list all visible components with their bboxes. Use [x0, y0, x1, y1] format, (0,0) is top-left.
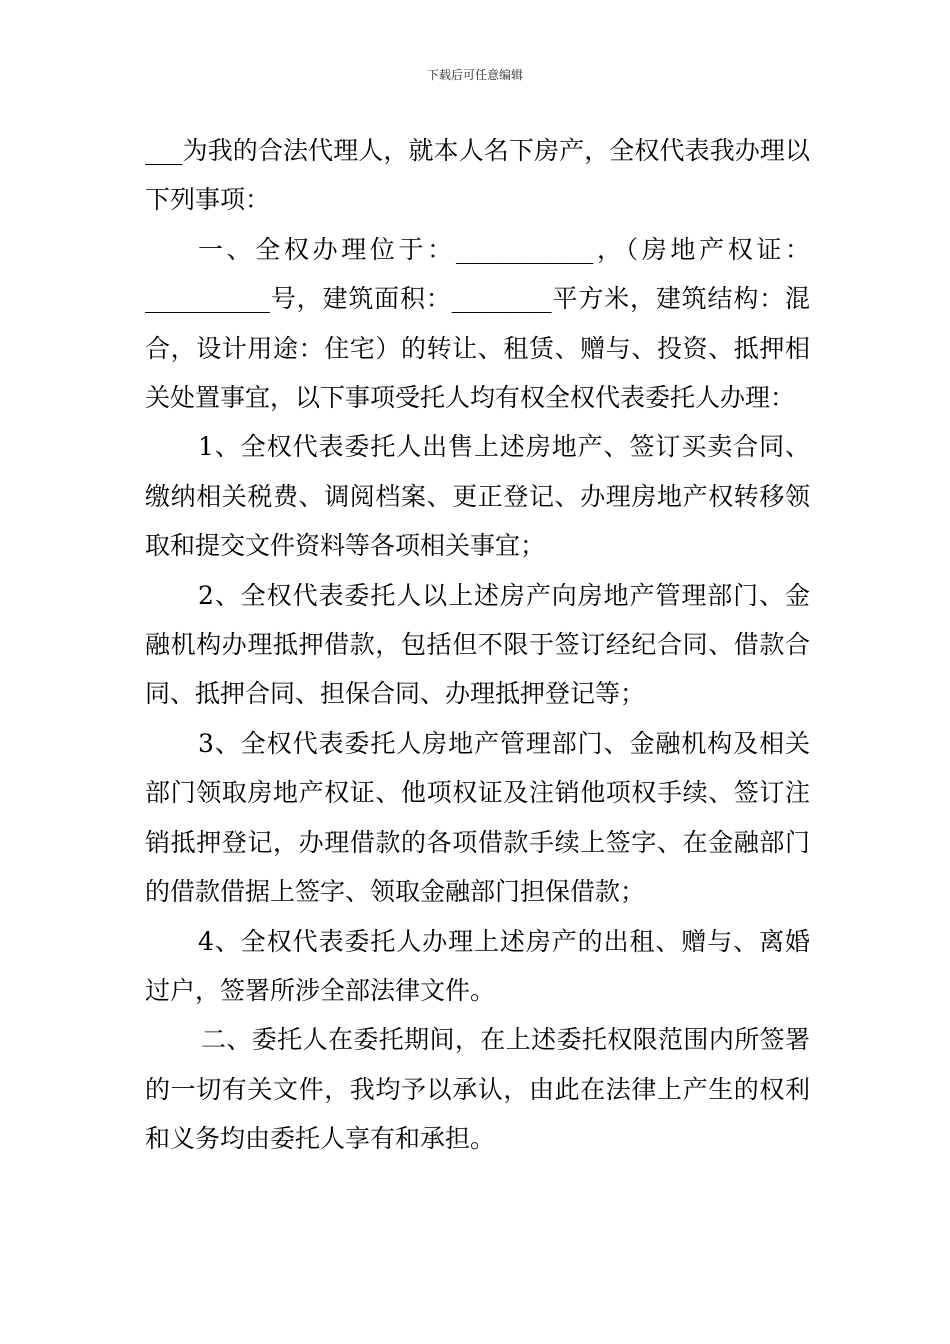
- paragraph-agent-appointment: ___为我的合法代理人，就本人名下房产，全权代表我办理以下列事项：: [145, 136, 810, 215]
- paragraph-section-two: 二、委托人在委托期间，在上述委托权限范围内所签署的一切有关文件，我均予以承认，由此在法律上产生的权利和义务均由委托人享有和承担。: [145, 1025, 810, 1154]
- page-header: 下载后可任意编辑: [426, 68, 523, 82]
- paragraph-item-3: 3、全权代表委托人房地产管理部门、金融机构及相关部门领取房地产权证、他项权证及注销他项权手续、签订注销抵押登记，办理借款的各项借款手续上签字、在金融部门的借款借据上签字、领取金融部门担保借款；: [145, 728, 810, 907]
- paragraph-item-1: 1、全权代表委托人出售上述房地产、签订买卖合同、缴纳相关税费、调阅档案、更正登记、办理房地产权转移领取和提交文件资料等各项相关事宜；: [145, 432, 810, 561]
- paragraph-section-one: 一、全权办理位于：___________，（房地产权证：__________号，建筑面积：________平方米，建筑结构：混合，设计用途：住宅）的转让、租赁、赠与、投资、抵押相关处置事宜，以下事项受托人均有权全权代表委托人办理：: [145, 234, 810, 413]
- paragraph-item-2: 2、全权代表委托人以上述房产向房地产管理部门、金融机构办理抵押借款，包括但不限于签订经纪合同、借款合同、抵押合同、担保合同、办理抵押登记等；: [145, 580, 810, 709]
- paragraph-item-4: 4、全权代表委托人办理上述房产的出租、赠与、离婚过户，签署所涉全部法律文件。: [145, 926, 810, 1005]
- document-body: [145, 126, 810, 1164]
